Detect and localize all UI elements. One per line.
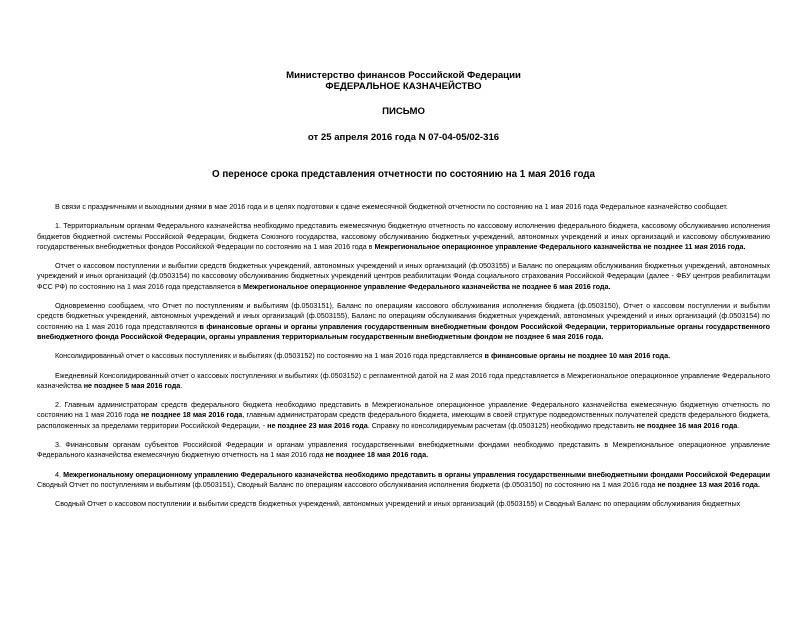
agency-name: ФЕДЕРАЛЬНОЕ КАЗНАЧЕЙСТВО <box>325 81 482 92</box>
deadline-bold: Межрегиональное операционное управление Федерального казначейства не позднее 11 мая 2016 года. <box>374 241 746 251</box>
document-page <box>0 70 807 641</box>
paragraph-4: Консолидированный отчет о кассовых поступлениях и выбытиях (ф.0503152) по состоянию на 1 мая 2016 года представляется в финансовые органы не позднее 10 мая 2016 года. <box>55 351 671 361</box>
deadline-bold: не позднее 18 мая 2016 года <box>140 410 243 420</box>
document-type: ПИСЬМО <box>382 106 425 117</box>
paragraph-3: Одновременно сообщаем, что Отчет по поступлениям и выбытиям (ф.0503151), Баланс по операциям кассового обслуживания исполнения бюджета (ф.0503150), Отчет о кассовом поступлении и выбытии средств бюджетных учреждений, автономных учреждений и иных организаций (ф.0503155), Баланс по операциям обслуживания бюджетных учреждений, автономных учреждений и иных организаций (ф.0503154) по состоянию на 1 мая 2016 года представляются в финансовые органы и органы управления государственным внебюджетным фондом Российской Федерации, территориальные органы государственного внебюджетного фонда Российской Федерации, органы управления территориальным государственным внебюджетным фондом не позднее 6 мая 2016 года. <box>37 301 770 341</box>
document-date-number: от 25 апреля 2016 года N 07-04-05/02-316 <box>307 132 500 143</box>
paragraph-6: 2. Главным администраторам средств федерального бюджета необходимо представить в Межрегиональное операционное управление Федерального казначейства ежемесячную бюджетную отчетность по состоянию на 1 мая 2016 года не позднее 18 мая 2016 года, главным администраторам средств федерального бюджета, имеющим в своей структуре подведомственных получателей средств федерального бюджета, расположенных за пределами территории Российской Федерации, - не позднее 23 мая 2016 года. Справку по консолидируемым расчетам (ф.0503125) необходимо представить не позднее 16 мая 2016 года. <box>37 400 770 430</box>
paragraph-1: 1. Территориальным органам Федерального казначейства необходимо представить ежемесячную бюджетную отчетность по кассовому исполнению федерального бюджета, кассовому обслуживанию исполнения бюджетов бюджетной системы Российской Федерации, бюджета Союзного государства, кассовому обслуживанию бюджетных учреждений, автономных учреждений и иных организаций и кассовому обслуживанию государственных внебюджетных фондов Российской Федерации по состоянию на 1 мая 2016 года в Межрегиональное операционное управление Федерального казначейства не позднее 11 мая 2016 года. <box>37 221 770 251</box>
paragraph-2: Отчет о кассовом поступлении и выбытии средств бюджетных учреждений, автономных учреждений и иных организаций (ф.0503155) и Баланс по операциям обслуживания бюджетных учреждений, автономных учреждений и иных организаций (ф.0503154) по кассовому обслуживанию бюджетных учреждений центров реабилитации Фонда социального страхования Российской Федерации (далее - ФБУ центров реабилитации ФСС РФ) по состоянию на 1 мая 2016 года представляется в Межрегиональное операционное управление Федерального казначейства не позднее 6 мая 2016 года. <box>37 261 770 291</box>
paragraph-7: 3. Финансовым органам субъектов Российской Федерации и органам управления государственными внебюджетными фондами необходимо представить в Межрегиональное операционное управление Федерального казначейства ежемесячную бюджетную отчетность на 1 мая 2016 года не позднее 18 мая 2016 года. <box>37 440 770 460</box>
deadline-bold: Межрегиональное операционное управление Федерального казначейства не позднее 6 мая 2016 года. <box>243 281 611 291</box>
document-subject: О переносе срока представления отчетности по состоянию на 1 мая 2016 года <box>212 169 595 180</box>
recipient-bold: Межрегиональному операционному управлению Федерального казначейства необходимо представить в органы управления государственными внебюджетными фондами Российской Федерации <box>63 469 770 479</box>
paragraph-8: 4. Межрегиональному операционному управлению Федерального казначейства необходимо представить в органы управления государственными внебюджетными фондами Российской Федерации Сводный Отчет по поступлениям и выбытиям (ф.0503151), Сводный Баланс по операциям кассового обслуживания исполнения бюджета (ф.0503150) по состоянию на 1 мая 2016 года не позднее 13 мая 2016 года. <box>37 469 770 489</box>
deadline-bold: не позднее 5 мая 2016 года <box>83 380 181 390</box>
intro-paragraph: В связи с праздничными и выходными днями в мае 2016 года и в целях подготовки к сдаче ежемесячной бюджетной отчетности по состоянию на 1 мая 2016 года Федеральное казначейство сообщает. <box>55 202 728 211</box>
ministry-name: Министерство финансов Российской Федерации <box>286 70 521 81</box>
deadline-bold: в финансовые органы не позднее 10 мая 2016 года. <box>484 351 671 361</box>
deadline-bold: не позднее 23 мая 2016 года <box>267 420 368 430</box>
paragraph-9: Сводный Отчет о кассовом поступлении и выбытии средств бюджетных учреждений, автономных учреждений и иных организаций (ф.0503155) и Сводный Баланс по операциям обслуживания бюджетных <box>55 499 741 509</box>
paragraph-5: Ежедневный Консолидированный отчет о кассовых поступлениях и выбытиях (ф.0503152) с регламентной датой на 2 мая 2016 года представляется в Межрегиональное операционное управление Федерального казначейства не позднее 5 мая 2016 года. <box>37 370 770 390</box>
deadline-bold: не позднее 16 мая 2016 года <box>636 420 738 430</box>
deadline-bold: не позднее 18 мая 2016 года. <box>325 450 429 460</box>
deadline-bold: в финансовые органы и органы управления государственным внебюджетным фондом Российской Федерации, территориальные органы государственного внебюджетного фонда Российской Федерации, органы управления территориальным государственным внебюджетным фондом не позднее 6 мая 2016 года. <box>37 321 770 341</box>
deadline-bold: не позднее 13 мая 2016 года. <box>657 479 760 489</box>
